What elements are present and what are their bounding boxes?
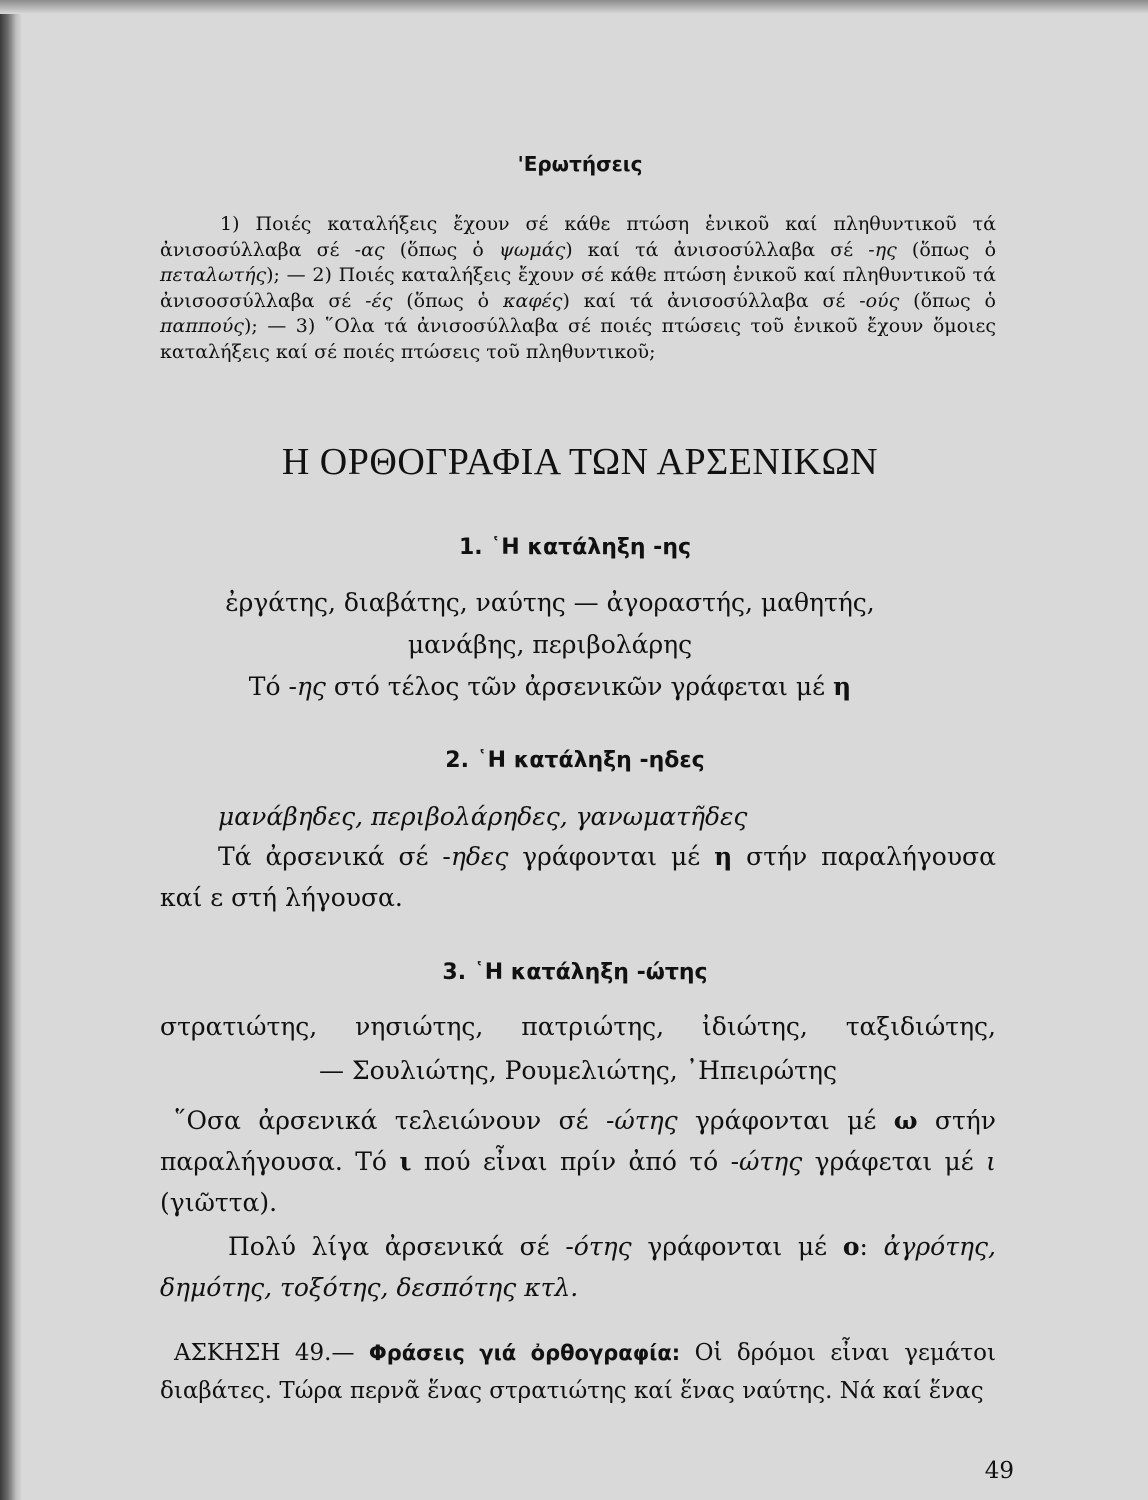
example-word: ψωμάς xyxy=(499,238,566,261)
rule-letter: ι xyxy=(986,1147,996,1176)
note-text: γράφονται μέ xyxy=(631,1232,843,1261)
rule-text: γράφονται μέ xyxy=(508,842,715,871)
suffix-italic: ότης xyxy=(573,1232,632,1261)
rule-text: γράφονται μέ xyxy=(677,1106,894,1135)
questions-paragraph xyxy=(160,212,996,366)
suffix-italic: ηδες xyxy=(450,842,509,871)
section-1-rule xyxy=(180,666,920,707)
suffix-italic: ώτης xyxy=(739,1147,803,1176)
section-2-heading: 2. ῾Η κατάληξη -ηδες xyxy=(445,748,705,773)
rule-text: γράφεται μέ xyxy=(802,1147,987,1176)
section-3-word-list: στρατιώτης, νησιώτης, πατριώτης, ἰδιώτης, ταξιδιώτης, xyxy=(160,1012,996,1041)
suffix-italic: ης xyxy=(874,238,897,261)
section-3-rule xyxy=(160,1100,996,1223)
rule-letter: ο xyxy=(842,1232,860,1261)
rule-text: (γιῶττα). xyxy=(160,1188,278,1217)
question-text: ); — 3) ῞Ολα τά ἀνισοσύλλαβα σέ ποιές πτώσεις τοῦ ἑνικοῦ ἔχουν ὅμοιες καταλήξεις καί σέ ποιές πτώσεις τοῦ πληθυντικοῦ; xyxy=(160,315,996,363)
exercise-label: Φράσεις γιά ὀρθογραφία: xyxy=(368,1341,681,1365)
rule-text: ῞Οσα ἀρσενικά τελειώνουν σέ - xyxy=(174,1106,615,1135)
page-number: 49 xyxy=(984,1458,1014,1484)
section-1-word-list-cont: μανάβης, περιβολάρης xyxy=(407,630,693,659)
rule-text: πού εἶναι πρίν ἀπό τό - xyxy=(411,1147,740,1176)
rule-letter: ω xyxy=(893,1106,918,1135)
note-text: : xyxy=(859,1232,884,1261)
exercise-number: ΑΣΚΗΣΗ 49.— xyxy=(174,1340,369,1366)
chapter-title: Η ΟΡΘΟΓΡΑΦΙΑ ΤΩΝ ΑΡΣΕΝΙΚΩΝ xyxy=(281,441,879,483)
suffix-italic: ούς xyxy=(865,289,900,312)
section-1-heading: 1. ῾Η κατάληξη -ης xyxy=(458,535,692,560)
section-2-word-list: μανάβηδες, περιβολάρηδες, γανωματῆδες xyxy=(218,802,748,831)
section-3-word-list-cont: — Σουλιώτης, Ρουμελιώτης, ᾽Ηπειρώτης xyxy=(319,1056,837,1085)
section-2-rule xyxy=(160,836,996,918)
suffix-italic: ας xyxy=(361,238,385,261)
section-3-note xyxy=(160,1226,996,1308)
example-word: παππούς xyxy=(160,315,244,338)
question-text: (ὅπως ὁ xyxy=(899,289,996,312)
question-text: ) καί τά ἀνισοσύλλαβα σέ - xyxy=(562,289,866,312)
exercise-text: Οἱ δρόμοι εἶναι γεμάτοι διαβάτες. Τώρα περνᾶ ἕνας στρατιώτης καί ἕνας ναύτης. Νά καί ἕνας xyxy=(160,1340,996,1404)
suffix-italic: ές xyxy=(371,289,393,312)
rule-letter: ι xyxy=(399,1147,412,1176)
exercise-49 xyxy=(160,1334,996,1410)
rule-letter: η xyxy=(714,842,733,871)
question-text: ) καί τά ἀνισοσύλλαβα σέ - xyxy=(565,238,875,261)
questions-heading: 'Ερωτήσεις xyxy=(517,152,643,176)
rule-text: στήν παραλήγουσα. Τό xyxy=(160,1106,996,1176)
question-text: (ὅπως ὁ xyxy=(384,238,499,261)
rule-letter: η xyxy=(833,672,852,701)
rule-text: στό τέλος τῶν ἀρσενικῶν γράφεται μέ xyxy=(325,672,834,701)
rule-text: Τά ἀρσενικά σέ - xyxy=(218,842,451,871)
question-text: (ὅπως ὁ xyxy=(392,289,503,312)
suffix-italic: ης xyxy=(296,672,326,701)
question-text: ); — 2) Ποιές καταλήξεις ἔχουν σέ κάθε πτώση ἑνικοῦ καί πληθυντικοῦ τά ἀνισοσσύλλαβα σέ - xyxy=(160,264,996,312)
section-1-word-list: ἐργάτης, διαβάτης, ναύτης — ἀγοραστής, μαθητής, xyxy=(225,588,875,617)
question-text: 1) Ποιές καταλήξεις ἔχουν σέ κάθε πτώση ἑνικοῦ καί πληθυντικοῦ τά ἀνισοσύλλαβα σέ - xyxy=(160,213,996,261)
example-word: καφές xyxy=(503,289,563,312)
note-text: Πολύ λίγα ἀρσενικά σέ - xyxy=(228,1232,574,1261)
section-3-heading: 3. ῾Η κατάληξη -ώτης xyxy=(442,960,708,985)
example-word: πεταλωτής xyxy=(160,264,267,287)
rule-text: στήν παραλήγουσα καί ε στή λήγουσα. xyxy=(160,842,996,912)
example-words: ἀγρότης, δημότης, τοξότης, δεσπότης κτλ. xyxy=(160,1232,996,1302)
suffix-italic: ώτης xyxy=(614,1106,678,1135)
rule-text: Τό - xyxy=(248,672,297,701)
question-text: (ὅπως ὁ xyxy=(896,238,997,261)
